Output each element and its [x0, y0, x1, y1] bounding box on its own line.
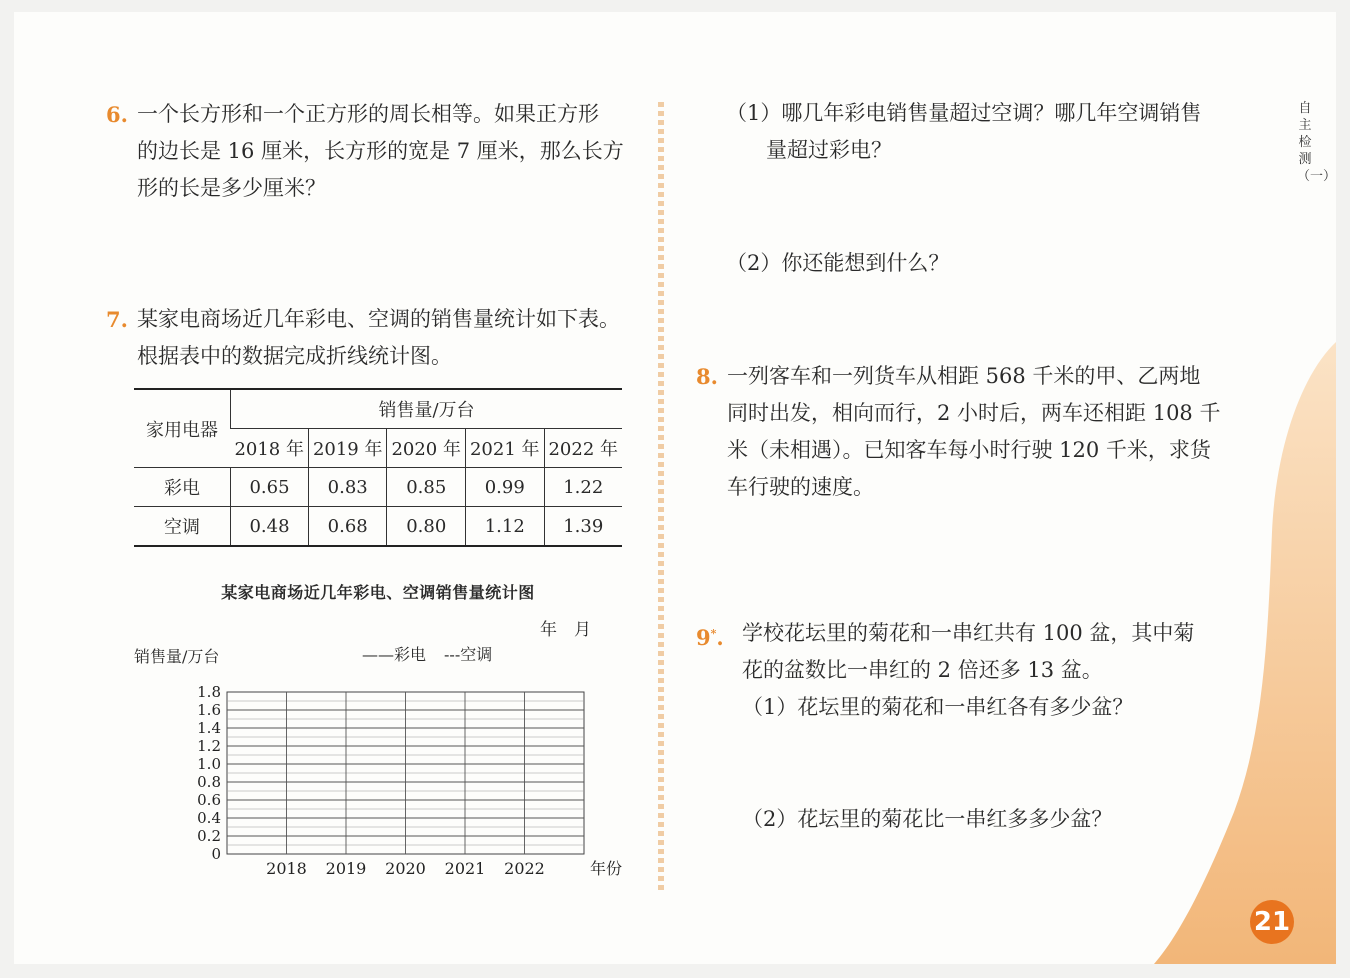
table-cell: 0.99 — [465, 468, 544, 507]
table-cell: 1.22 — [544, 468, 622, 507]
chart-y-tick-label: 0.4 — [197, 809, 221, 827]
table-year-header: 2022 年 — [544, 429, 622, 468]
question-line: 米（未相遇）。已知客车每小时行驶 120 千米，求货 — [727, 438, 1211, 462]
chart-title: 某家电商场近几年彩电、空调销售量统计图 — [221, 583, 535, 602]
chart-date-label: 年 月 — [540, 620, 591, 640]
table-row-label: 彩电 — [134, 468, 231, 507]
question-number: 9*. — [696, 625, 724, 650]
table-row-header: 家用电器 — [134, 389, 231, 468]
question-line: 一列客车和一列货车从相距 568 千米的甲、乙两地 — [727, 364, 1201, 388]
question-line: 的边长是 16 厘米，长方形的宽是 7 厘米，那么长方 — [137, 139, 624, 163]
question-line: 量超过彩电？ — [766, 138, 892, 162]
chart-y-tick-label: 1.8 — [197, 683, 221, 701]
table-year-header: 2021 年 — [465, 429, 544, 468]
workbook-page — [14, 12, 1336, 964]
table-cell: 0.68 — [308, 507, 387, 547]
table-cell: 0.80 — [387, 507, 466, 547]
q7-subquestion-1 — [726, 95, 1201, 169]
chart-x-tick-label: 2020 — [385, 859, 426, 878]
chart-y-tick-label: 1.0 — [197, 755, 221, 773]
column-divider — [658, 102, 664, 892]
question-line: 学校花坛里的菊花和一串红共有 100 盆，其中菊 — [742, 621, 1195, 645]
question-line: 花的盆数比一串红的 2 倍还多 13 盆。 — [742, 658, 1103, 682]
table-cell: 1.39 — [544, 507, 622, 547]
question-line: 根据表中的数据完成折线统计图。 — [137, 344, 452, 368]
chart-y-axis-label: 销售量/万台 — [134, 647, 220, 666]
table-row-label: 空调 — [164, 517, 200, 538]
chart-x-tick-label: 2018 — [266, 859, 307, 878]
q9-subquestion-2: （2）花坛里的菊花比一串红多多少盆？ — [742, 807, 1113, 831]
chart-y-tick-label: 1.2 — [197, 737, 221, 755]
table-year-header: 2018 年 — [231, 429, 309, 468]
table-year-header: 2019 年 — [308, 429, 387, 468]
question-line: 形的长是多少厘米？ — [137, 176, 326, 200]
question-line: 一个长方形和一个正方形的周长相等。如果正方形 — [137, 102, 599, 126]
section-side-label: 自主检测（一） — [1297, 101, 1337, 184]
chart-x-axis-label: 年份 — [590, 859, 623, 878]
chart-y-tick-label: 1.4 — [197, 719, 221, 737]
chart-y-tick-label: 0.2 — [197, 827, 221, 845]
chart-legend-line: ——彩电 — [362, 645, 427, 664]
table-year-header: 2020 年 — [387, 429, 466, 468]
chart-x-tick-label: 2019 — [325, 859, 367, 878]
table-row — [134, 468, 622, 507]
table-row — [134, 507, 622, 547]
table-cell: 0.48 — [231, 507, 309, 547]
question-number: 7. — [106, 307, 128, 332]
chart-y-tick-label: 0.8 — [197, 773, 221, 791]
line-chart-grid — [164, 667, 623, 878]
challenge-star: * — [710, 627, 717, 640]
sales-table — [134, 388, 622, 547]
table-cell: 0.83 — [308, 468, 387, 507]
q7-subquestion-2: （2）你还能想到什么？ — [726, 251, 950, 275]
question-line: （1）哪几年彩电销售量超过空调？哪几年空调销售 — [726, 101, 1202, 125]
q9-subquestion-1: （1）花坛里的菊花和一串红各有多少盆？ — [742, 695, 1134, 719]
chart-y-tick-label: 0 — [211, 845, 221, 863]
question-number: 6. — [106, 102, 128, 127]
chart-x-tick-label: 2022 — [504, 859, 545, 878]
chart-y-tick-label: 1.6 — [197, 701, 221, 719]
table-group-header: 销售量/万台 — [231, 389, 623, 429]
question-number: 8. — [696, 364, 718, 389]
table-cell: 1.12 — [465, 507, 544, 547]
question-line: 车行驶的速度。 — [727, 475, 874, 499]
question-line: 某家电商场近几年彩电、空调的销售量统计如下表。 — [137, 307, 620, 331]
question-line: 同时出发，相向而行，2 小时后，两车还相距 108 千 — [727, 401, 1221, 425]
chart-x-tick-label: 2021 — [444, 859, 486, 878]
table-cell: 0.65 — [231, 468, 309, 507]
table-cell: 0.85 — [387, 468, 466, 507]
page-number-badge: 21 — [1250, 900, 1294, 944]
chart-legend-dashed: ---空调 — [444, 645, 493, 664]
chart-y-tick-label: 0.6 — [197, 791, 221, 809]
